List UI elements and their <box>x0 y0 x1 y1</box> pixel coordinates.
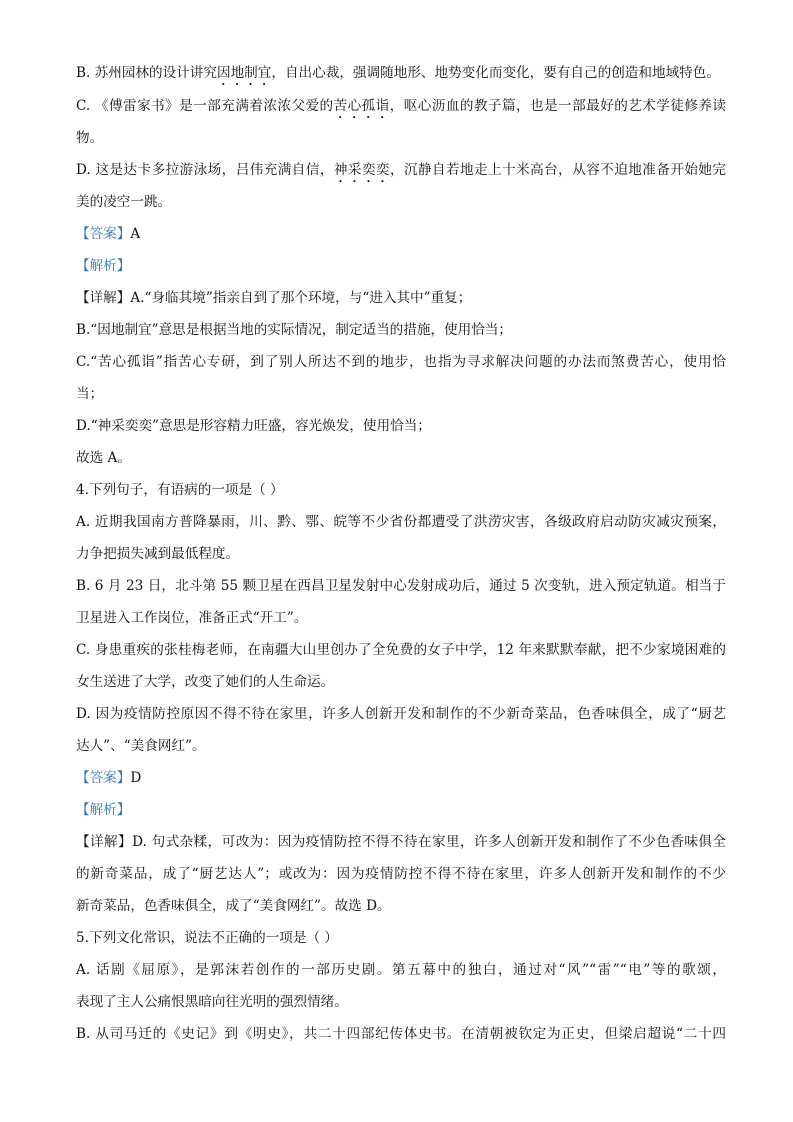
q3-option-d <box>76 160 726 186</box>
q4-option-b-cont: 卫星进入工作岗位，准备正式“开工”。 <box>76 610 308 626</box>
q4-option-d-cont: 达人”、“美食网红”。 <box>76 738 206 754</box>
text-segment: ，沉静自若地走上十米高台，从容不迫地准备开始她完 <box>389 162 726 178</box>
q4-option-c: C. 身患重疾的张桂梅老师，在南疆大山里创办了全免费的女子中学，12 年来默默奉献，把不少家境困难的 <box>76 642 726 658</box>
answer-value: D <box>130 770 142 786</box>
text-segment: A.“身临其境”指亲自到了那个环境，与“进入其中”重复； <box>130 290 472 306</box>
text-segment: ，呕心沥血的教子篇，也是一部最好的艺术学徒修养读 <box>389 98 726 114</box>
q5-option-a-cont: 表现了主人公痛恨黑暗向往光明的强烈情绪。 <box>76 994 348 1010</box>
q4-analysis-tag: 【解析】 <box>76 802 131 818</box>
q4-option-a: A. 近期我国南方普降暴雨，川、黔、鄂、皖等不少省份都遭受了洪涝灾害，各级政府启动防灾减灾预案， <box>76 514 726 530</box>
emphasized-idiom: 神采奕奕 <box>333 162 390 178</box>
q4-detail-cont-1: 的新奇菜品，成了“厨艺达人”；或改为：因为疫情防控不得不待在家里，许多人创新开发和制作的不少 <box>76 866 726 882</box>
q3-detail-c: C.“苦心孤诣”指苦心专研，到了别人所达不到的地步，也指为寻求解决问题的办法而煞费苦心，使用恰 <box>76 354 726 370</box>
answer-tag: 【答案】 <box>76 226 131 242</box>
emphasized-idiom: 苦心孤诣 <box>333 98 390 114</box>
q3-conclusion: 故选 A。 <box>76 450 131 466</box>
q4-option-d: D. 因为疫情防控原因不得不待在家里，许多人创新开发和制作的不少新奇菜品，色香味俱全，成了“厨艺 <box>76 706 726 722</box>
q3-detail-b: B.“因地制宜”意思是根据当地的实际情况，制定适当的措施，使用恰当； <box>76 322 513 338</box>
q3-option-c <box>76 96 726 122</box>
q3-option-b <box>76 63 726 89</box>
q3-detail-d: D.“神采奕奕”意思是形容精力旺盛，容光焕发，使用恰当； <box>76 418 431 434</box>
q5-option-b: B. 从司马迁的《史记》到《明史》，共二十四部纪传体史书。在清朝被钦定为正史，但梁启超说“二十四 <box>76 1026 726 1042</box>
q3-detail-c-cont: 当； <box>76 386 104 402</box>
q4-detail <box>76 832 726 852</box>
text-segment: D. 这是达卡多拉游泳场，吕伟充满自信， <box>76 162 334 178</box>
q4-answer <box>76 768 726 788</box>
q5-option-a: A. 话剧《屈原》，是郭沫若创作的一部历史剧。第五幕中的独白，通过对“风”“雷”“电”等的歌颂， <box>76 962 726 978</box>
text-segment: C. 《傅雷家书》是一部充满着浓浓父爱的 <box>76 98 334 114</box>
q4-option-a-cont: 力争把损失减到最低程度。 <box>76 546 240 562</box>
text-segment: D. 句式杂糅，可改为：因为疫情防控不得不待在家里，许多人创新开发和制作了不少色香味俱全 <box>132 834 726 850</box>
emphasized-idiom: 因地制宜 <box>216 65 272 81</box>
q3-answer <box>76 224 726 244</box>
q4-detail-cont-2: 新奇菜品，色香味俱全，成了“美食网红”。故选 D。 <box>76 898 391 914</box>
text-segment: ，自出心裁，强调随地形、地势变化而变化，要有自己的创造和地域特色。 <box>271 65 720 81</box>
q4-option-b: B. 6 月 23 日，北斗第 55 颗卫星在西昌卫星发射中心发射成功后，通过 5 次变轨，进入预定轨道。相当于 <box>76 578 726 594</box>
q3-detail-a <box>76 288 726 308</box>
q4-option-c-cont: 女生送进了大学，改变了她们的人生命运。 <box>76 674 335 690</box>
detail-tag: 【详解】 <box>76 834 133 850</box>
answer-value: A <box>130 226 141 242</box>
q3-analysis-tag: 【解析】 <box>76 258 131 274</box>
q3-option-d-cont: 美的凌空一跳。 <box>76 194 172 210</box>
answer-tag: 【答案】 <box>76 770 131 786</box>
text-segment: B. 苏州园林的设计讲究 <box>76 65 217 81</box>
q4-title: 4.下列句子，有语病的一项是（ ） <box>76 482 284 498</box>
q3-option-c-cont: 物。 <box>76 130 104 146</box>
detail-tag: 【详解】 <box>76 290 131 306</box>
q5-title: 5.下列文化常识，说法不正确的一项是（ ） <box>76 930 338 946</box>
